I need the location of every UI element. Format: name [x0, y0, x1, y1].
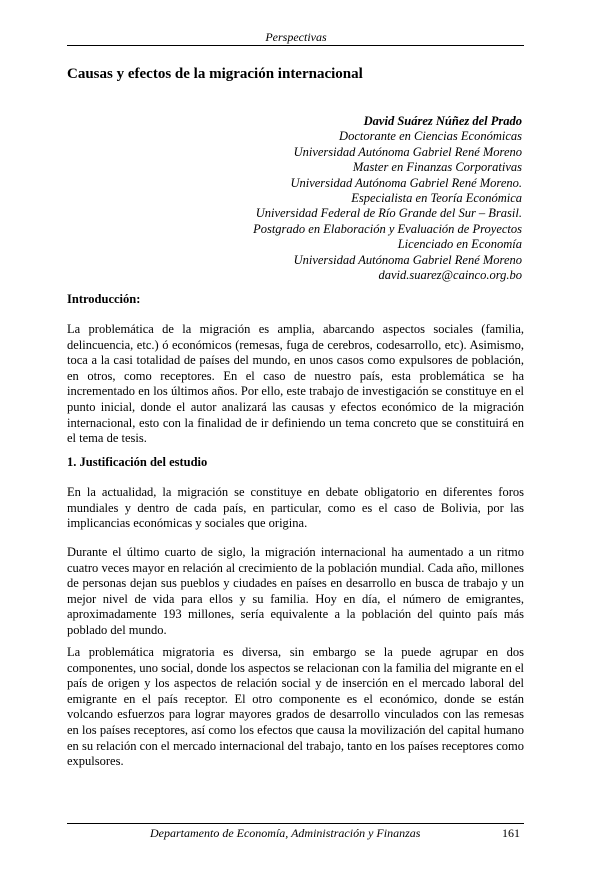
intro-heading: Introducción:	[67, 292, 141, 306]
footer-department: Departamento de Economía, Administración y Finanzas	[150, 826, 421, 840]
author-block	[253, 114, 522, 283]
author-credential: Doctorante en Ciencias Económicas	[339, 129, 522, 144]
author-credential: Licenciado en Economía	[397, 237, 522, 252]
running-header: Perspectivas	[265, 30, 327, 44]
author-credential: Universidad Federal de Río Grande del Sur – Brasil.	[255, 206, 522, 221]
article-title: Causas y efectos de la migración internacional	[67, 66, 363, 82]
author-credential: Postgrado en Elaboración y Evaluación de Proyectos	[253, 221, 522, 236]
author-credential: Universidad Autónoma Gabriel René Moreno	[293, 252, 522, 267]
intro-paragraph: La problemática de la migración es amplia, abarcando aspectos sociales (familia, delincuencia, etc.) ó económicos (remesas, fuga de cerebros, codesarrollo, etc). Asimismo, toca a la casi totalidad de países del mundo, en unos casos como expulsores de población, en otros, como receptores. En el caso de nuestro país, esta problemática se ha incrementado en los últimos años. Por ello, este trabajo de investigación se constituye en el punto inicial, donde el autor analizará las causas y efectos económico de la migración internacional, esto con la finalidad de ir definiendo un tema concreto que se constituirá en el tema de tesis.	[67, 322, 524, 446]
author-credential: Universidad Autónoma Gabriel René Moreno.	[290, 175, 522, 190]
body-paragraph: En la actualidad, la migración se constituye en debate obligatorio en diferentes foros mundiales y dentro de cada país, en particular, como es el caso de Bolivia, por las implicancias económicas y sociales que origina.	[67, 485, 524, 531]
body-paragraph: La problemática migratoria es diversa, sin embargo se la puede agrupar en dos componentes, uno social, donde los aspectos se relacionan con la familia del migrante en el país de origen y los aspectos de relación social y de inserción en el mercado laboral del emigrante en el país receptor. El otro componente es el económico, donde se están volcando esfuerzos para lograr mayores grados de desarrollo vinculados con las remesas en los países receptores, así como los efectos que causa la movilización del capital humano en su relación con el mercado internacional del trabajo, tanto en los países receptores como expulsores.	[67, 645, 524, 769]
footer-rule	[67, 823, 524, 824]
author-credential: Master en Finanzas Corporativas	[352, 160, 522, 175]
page-number: 161	[502, 826, 520, 840]
author-credential: Especialista en Teoría Económica	[351, 191, 522, 206]
author-name: David Suárez Núñez del Prado	[363, 114, 522, 128]
body-paragraph: Durante el último cuarto de siglo, la migración internacional ha aumentado a un ritmo cuatro veces mayor en relación al crecimiento de la población mundial. Cada año, millones de personas dejan sus pueblos y ciudades en países en desarrollo en busca de trabajo y un mejor nivel de vida para ellos y su familia. Hoy en día, el número de emigrantes, aproximadamente 193 millones, sería equivalente a la población del quinto país más poblado del mundo.	[67, 545, 524, 637]
header-rule	[67, 45, 524, 46]
author-email[interactable]: david.suarez@cainco.org.bo	[378, 268, 522, 283]
section-1-heading: 1. Justificación del estudio	[67, 455, 208, 469]
author-credential: Universidad Autónoma Gabriel René Moreno	[293, 144, 522, 159]
